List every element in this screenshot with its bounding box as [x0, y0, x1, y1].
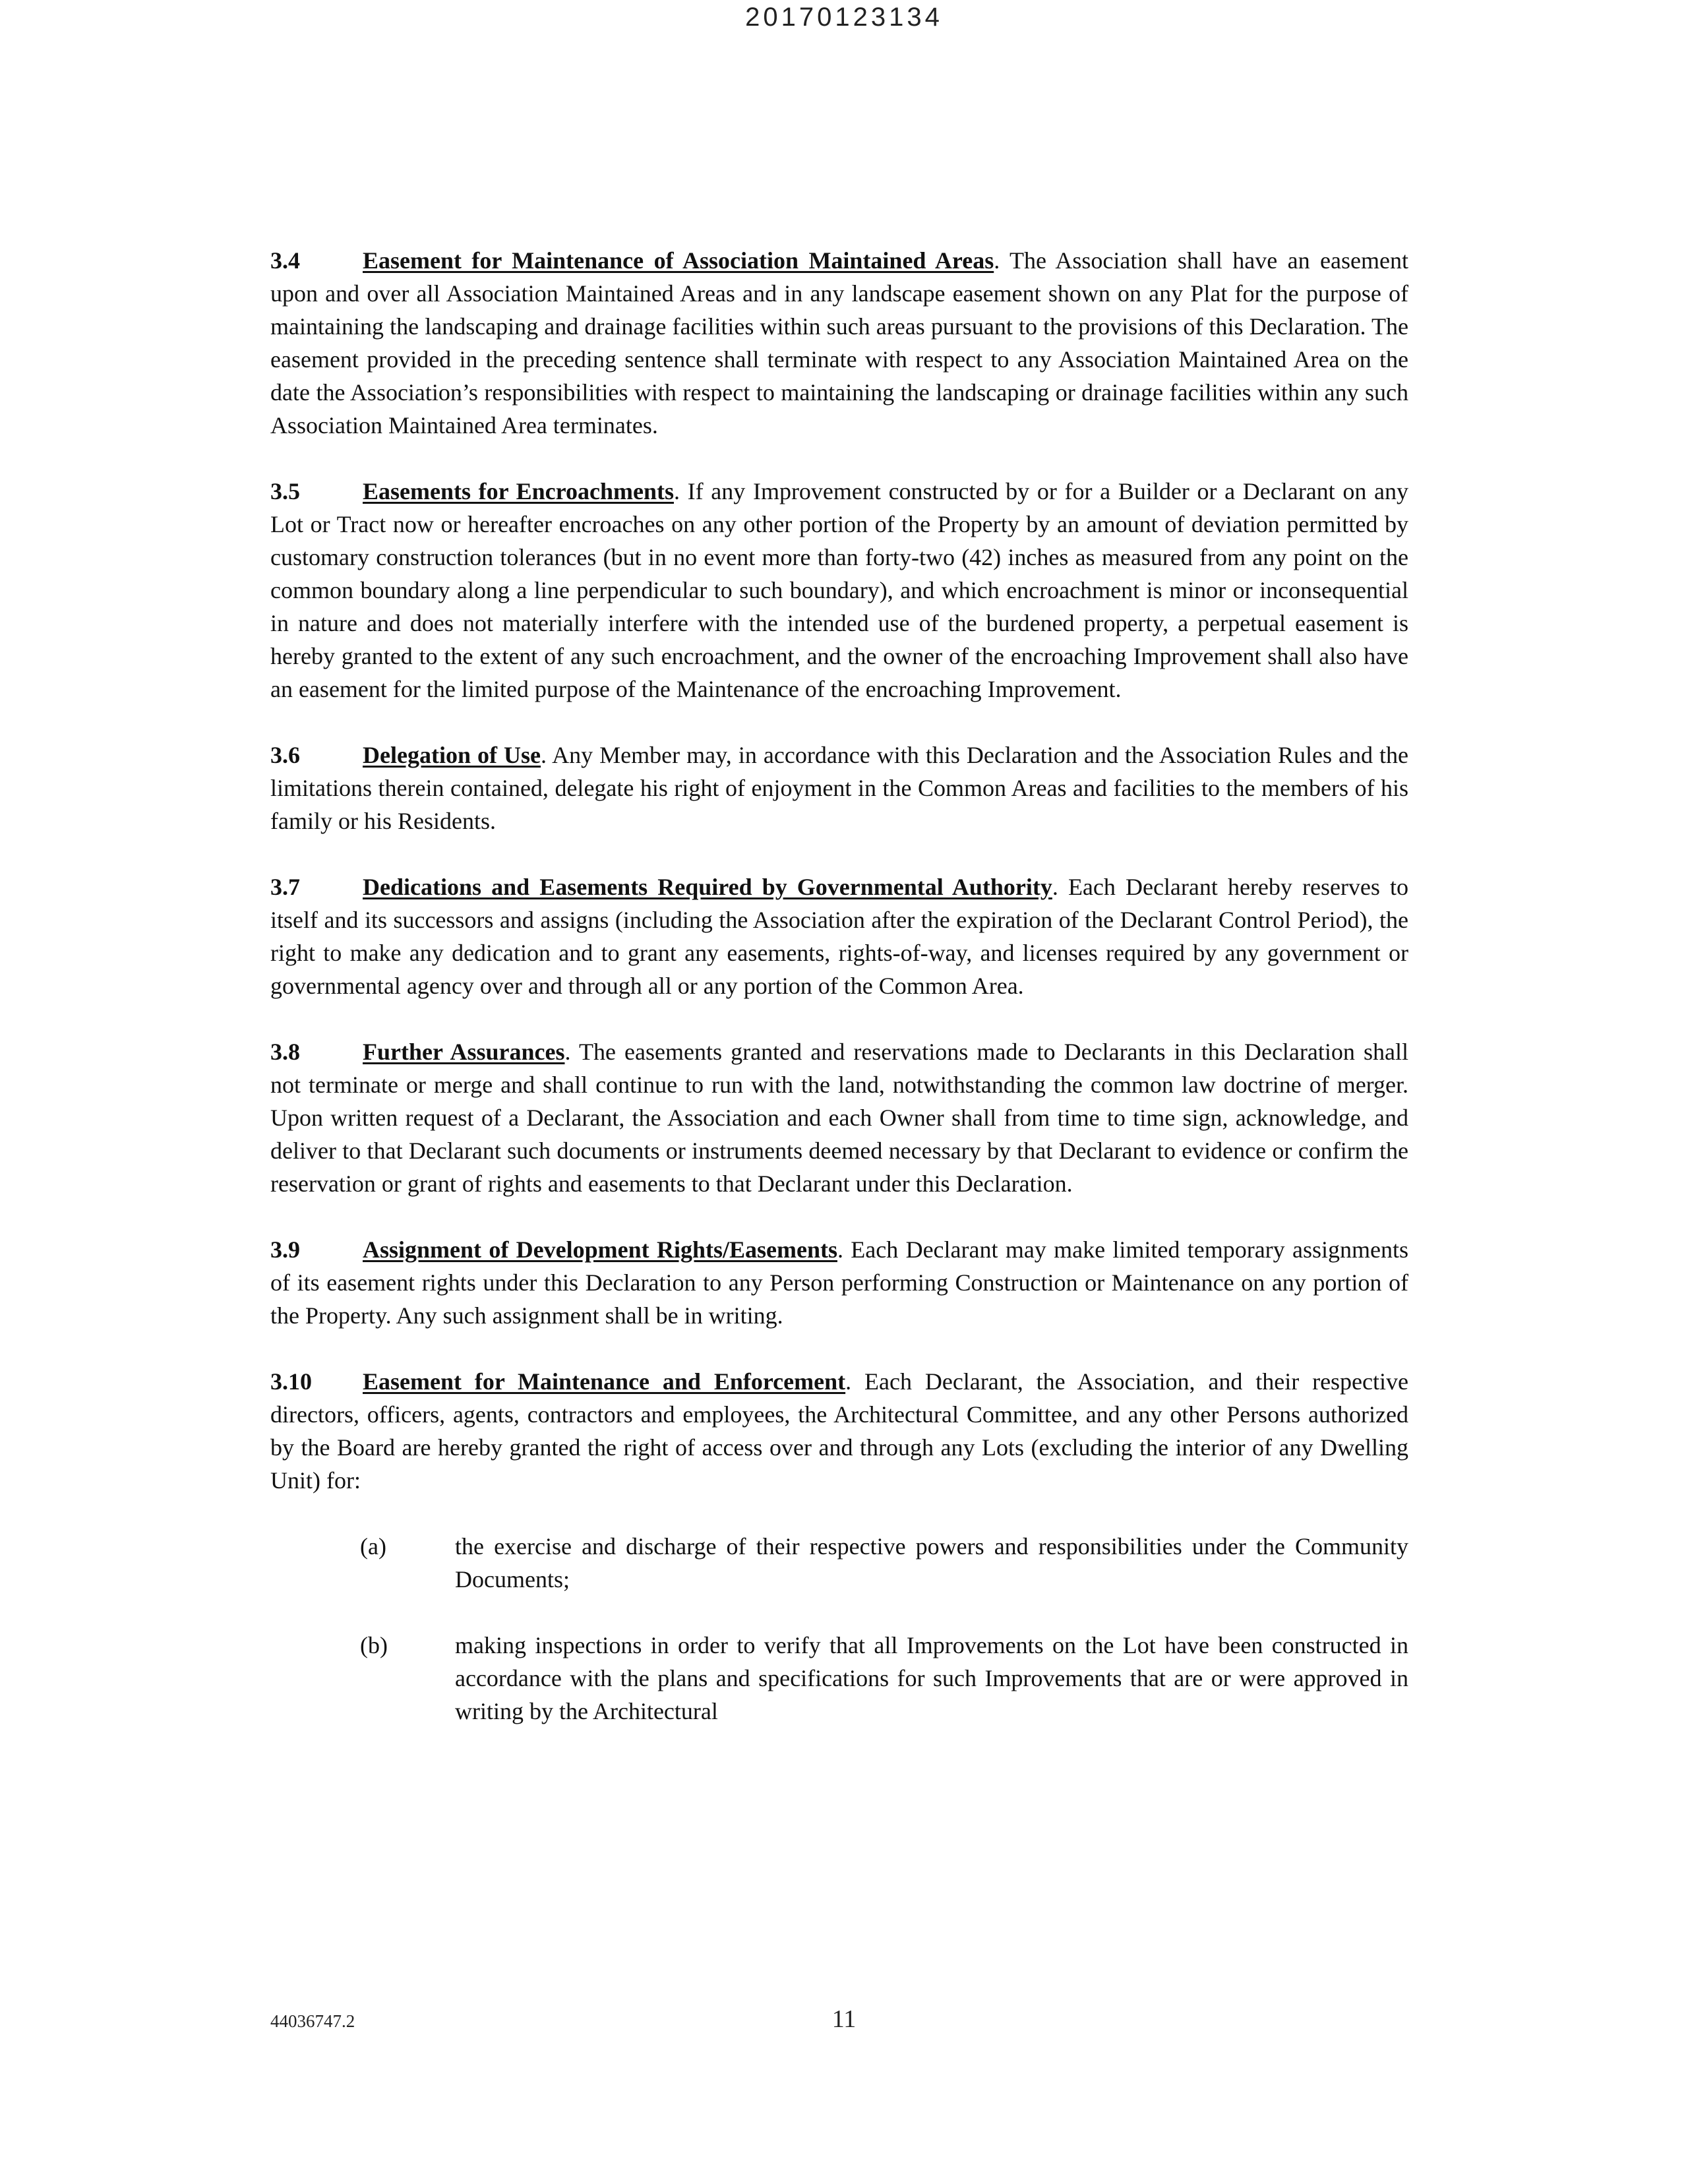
section-3-8 — [270, 1035, 1408, 1200]
section-number: 3.9 — [270, 1236, 300, 1263]
section-body: . Each Declarant, the Association, and their respective directors, officers, agents, contractors and employees, the Architectural Committee, and any other Persons authorized by the Board are hereby granted the right of access over and through any Lots (excluding the interior of any Dwelling Unit) for: — [270, 1368, 1408, 1494]
section-3-9 — [270, 1233, 1408, 1332]
sub-item-a — [270, 1530, 1408, 1596]
recording-number: 20170123134 — [745, 3, 943, 32]
section-title: Easements for Encroachments — [363, 478, 674, 504]
section-number: 3.8 — [270, 1039, 300, 1065]
sub-item-label: (b) — [360, 1632, 388, 1658]
sub-item-text: making inspections in order to verify that all Improvements on the Lot have been constructed in accordance with the plans and specifications for such Improvements that are or were approved in writing by the Architectural — [455, 1632, 1408, 1724]
section-3-7 — [270, 870, 1408, 1002]
section-title: Dedications and Easements Required by Governmental Authority — [363, 874, 1052, 900]
section-number: 3.6 — [270, 742, 300, 768]
sub-item-b — [270, 1629, 1408, 1728]
section-number: 3.10 — [270, 1368, 312, 1395]
section-body: . Any Member may, in accordance with this Declaration and the Association Rules and the limitations therein contained, delegate his right of enjoyment in the Common Areas and facilities to the members of his family or his Residents. — [270, 742, 1408, 834]
section-title: Easement for Maintenance of Association Maintained Areas — [363, 247, 994, 274]
section-3-5 — [270, 475, 1408, 706]
section-3-6 — [270, 739, 1408, 837]
section-3-4 — [270, 244, 1408, 442]
section-number: 3.7 — [270, 874, 300, 900]
section-body: . The Association shall have an easement upon and over all Association Maintained Areas and in any landscape easement shown on any Plat for the purpose of maintaining the landscaping and drainage facilities within such areas pursuant to the provisions of this Declaration. The easement provided in the preceding sentence shall terminate with respect to any Association Maintained Area on the date the Association’s responsibilities with respect to maintaining the landscaping or drainage facilities within any such Association Maintained Area terminates. — [270, 247, 1408, 439]
page-number: 11 — [831, 2005, 857, 2033]
section-title: Easement for Maintenance and Enforcement — [363, 1368, 846, 1395]
section-number: 3.5 — [270, 478, 300, 504]
section-body: . Each Declarant may make limited temporary assignments of its easement rights under this Declaration to any Person performing Construction or Maintenance on any portion of the Property. Any such assignment shall be in writing. — [270, 1236, 1408, 1329]
section-title: Assignment of Development Rights/Easements — [363, 1236, 837, 1263]
section-number: 3.4 — [270, 247, 300, 274]
document-body — [270, 244, 1408, 1761]
document-number: 44036747.2 — [270, 2011, 355, 2031]
section-title: Further Assurances — [363, 1039, 565, 1065]
section-title: Delegation of Use — [363, 742, 541, 768]
sub-item-text: the exercise and discharge of their respective powers and responsibilities under the Community Documents; — [455, 1533, 1408, 1592]
sub-item-label: (a) — [360, 1533, 386, 1560]
section-3-10 — [270, 1365, 1408, 1497]
section-body: . The easements granted and reservations made to Declarants in this Declaration shall not terminate or merge and shall continue to run with the land, notwithstanding the common law doctrine of merger. Upon written request of a Declarant, the Association and each Owner shall from time to time sign, acknowledge, and deliver to that Declarant such documents or instruments deemed necessary by that Declarant to evidence or confirm the reservation or grant of rights and easements to that Declarant under this Declaration. — [270, 1039, 1409, 1197]
section-body: . If any Improvement constructed by or for a Builder or a Declarant on any Lot or Tract now or hereafter encroaches on any other portion of the Property by an amount of deviation permitted by customary construction tolerances (but in no event more than forty-two (42) inches as measured from any point on the common boundary along a line perpendicular to such boundary), and which encroachment is minor or inconsequential in nature and does not materially interfere with the intended use of the burdened property, a perpetual easement is hereby granted to the extent of any such encroachment, and the owner of the encroaching Improvement shall also have an easement for the limited purpose of the Maintenance of the encroaching Improvement. — [270, 478, 1408, 702]
section-body: . Each Declarant hereby reserves to itself and its successors and assigns (including the Association after the expiration of the Declarant Control Period), the right to make any dedication and to grant any easements, rights-of-way, and licenses required by any government or governmental agency over and through all or any portion of the Common Area. — [270, 874, 1408, 999]
